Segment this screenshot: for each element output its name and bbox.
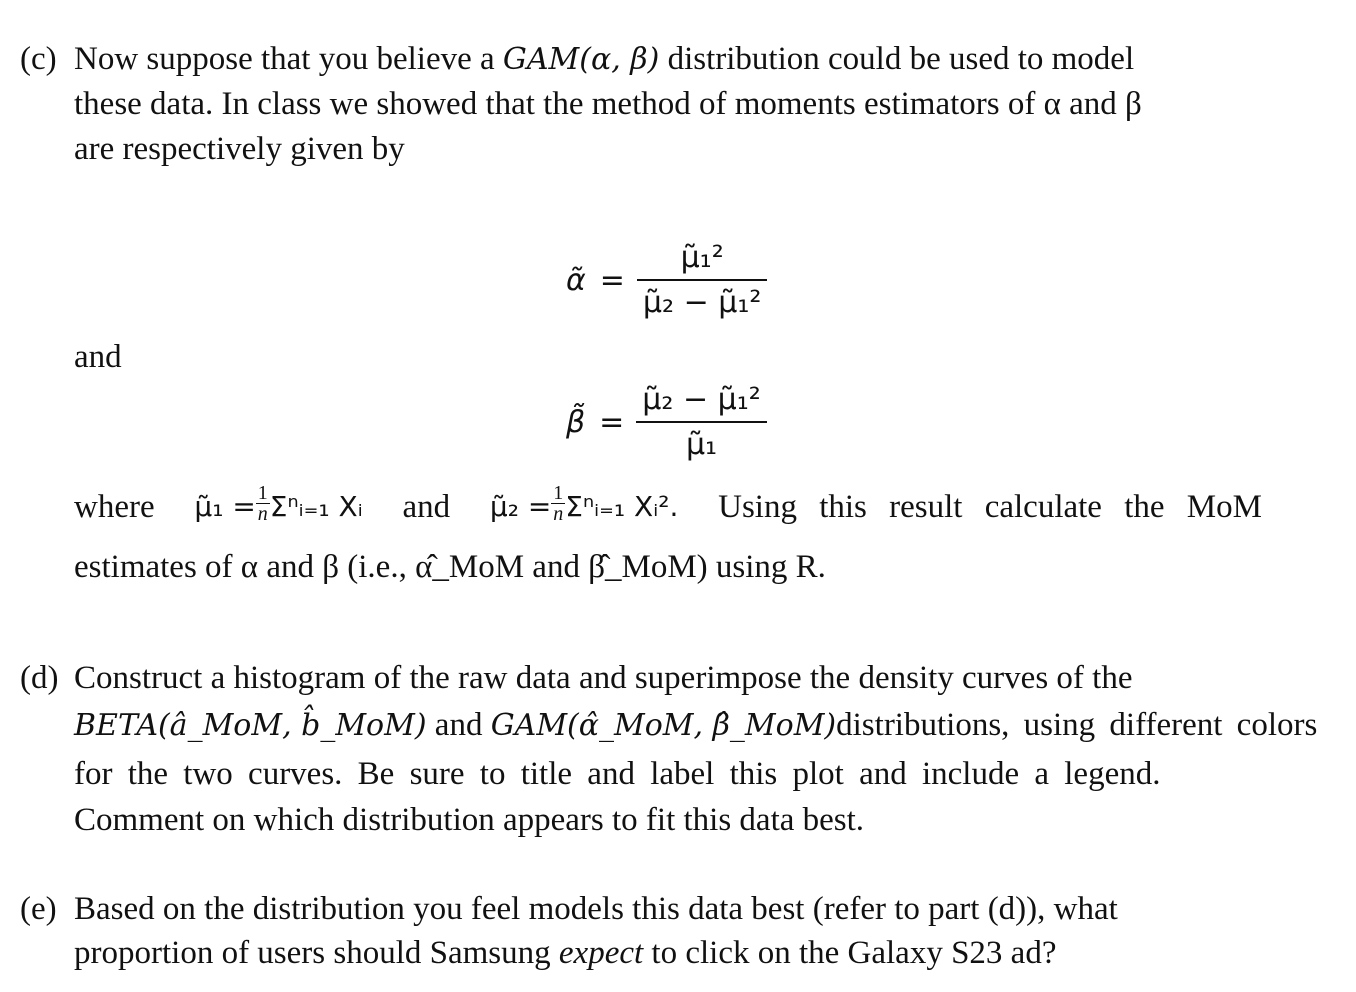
text: distribution could be used to model [659,41,1135,77]
frac-num: 1 [553,481,564,504]
part-c-line-2: these data. In class we showed that the method of moments estimators of α and β [74,86,1142,122]
alpha-denominator: μ̃₂ − μ̃₁² [642,285,762,320]
part-c-line-3: are respectively given by [74,131,405,167]
text: and [402,489,451,525]
mu1: μ̃₁ = [194,490,256,523]
part-e-line-2 [74,930,1056,976]
gam-distribution: GAM(α̂_MoM, β̂_MoM) [490,708,837,743]
where-line [74,481,1262,530]
part-e-line-1: Based on the distribution you feel models this data best (refer to part (d)), what [74,891,1118,927]
emphasis: expect [558,935,644,971]
part-d-label: (d) [20,660,59,696]
text: distributions, using different colors [836,707,1318,743]
beta-fraction [636,382,766,462]
part-d-line-1: Construct a histogram of the raw data and superimpose the density curves of the [74,660,1133,696]
mu2-definition [489,481,679,530]
text: Using this result calculate the MoM [718,489,1262,525]
alpha-mom-equation [566,240,767,320]
text: where [74,489,155,525]
one-over-n [551,483,565,524]
beta-numerator: μ̃₂ − μ̃₁² [642,382,761,417]
part-d-line-2 [74,702,1318,749]
part-c-line-1 [74,36,1134,83]
one-over-n [256,483,270,524]
alpha-fraction [637,240,767,320]
text: Now suppose that you believe a [74,41,503,77]
and-label: and [74,339,122,375]
frac-den: n [553,502,564,525]
alpha-tilde: α̃ [566,262,586,298]
beta-distribution: BETA(â_MoM, b̂_MoM) [74,708,427,743]
sum2: Σⁿᵢ₌₁ Xᵢ². [565,490,679,523]
beta-tilde: β̃ [566,404,586,440]
sum1: Σⁿᵢ₌₁ Xᵢ [269,490,363,523]
mu1-definition [194,481,363,530]
part-d-line-3: for the two curves. Be sure to title and label this plot and include a legend. [74,756,1161,792]
part-c-label: (c) [20,41,57,77]
part-d-line-4: Comment on which distribution appears to fit this data best. [74,802,865,838]
text: to click on the Galaxy S23 ad? [643,935,1057,971]
text: proportion of users should Samsung [74,935,559,971]
part-c-last-line: estimates of α and β (i.e., α̂_MoM and β̂_MoM) using R. [74,549,826,585]
beta-denominator: μ̃₁ [685,427,718,462]
frac-den: n [257,502,268,525]
text: and [426,707,491,743]
equals-sign: = [599,262,625,298]
alpha-numerator: μ̃₁² [680,240,724,275]
frac-num: 1 [257,481,268,504]
equals-sign: = [599,404,625,440]
gam-distribution: GAM(α, β) [502,42,660,77]
part-e-label: (e) [20,891,57,927]
beta-mom-equation [566,382,767,462]
mu2: μ̃₂ = [489,490,552,523]
